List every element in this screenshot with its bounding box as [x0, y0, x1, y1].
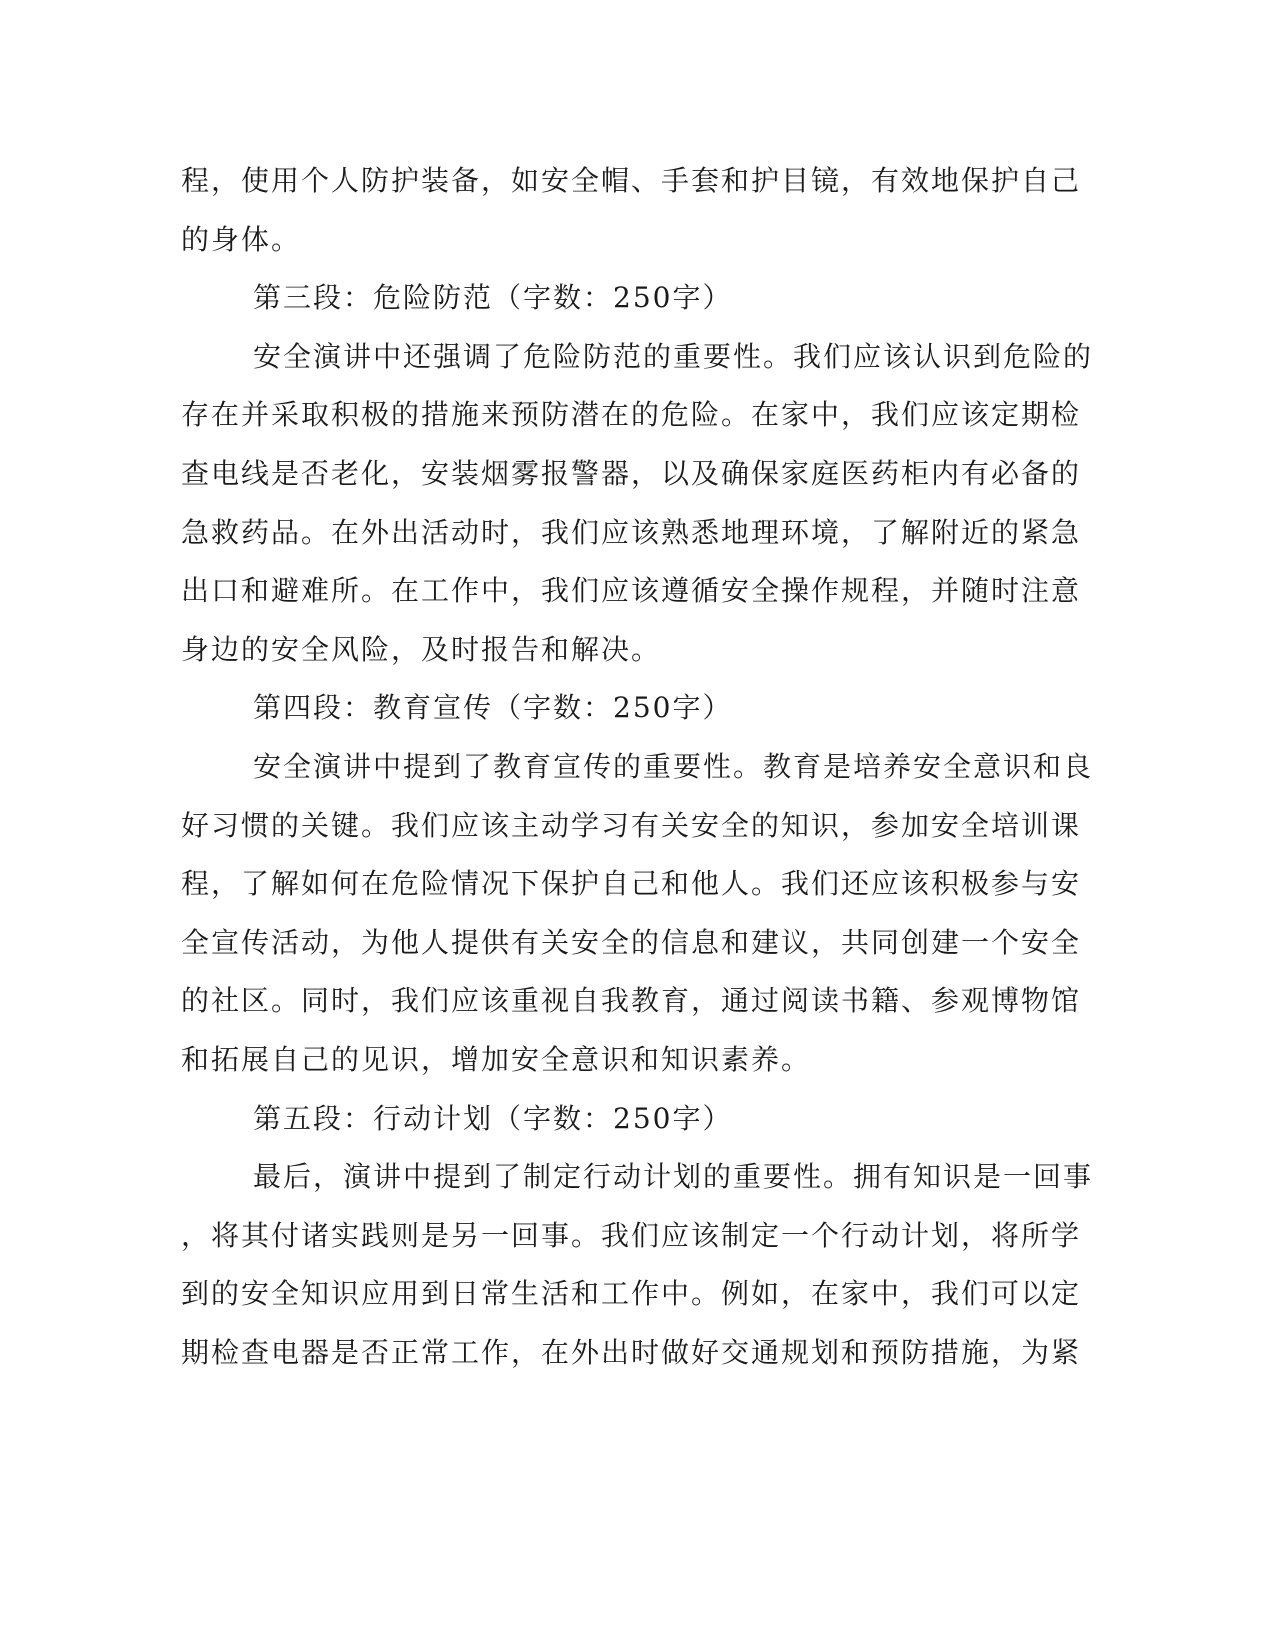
- section-heading-4: 第四段：教育宣传（字数：250字）: [253, 691, 733, 725]
- text-line: 到的安全知识应用到日常生活和工作中。例如，在家中，我们可以定: [181, 1277, 1082, 1311]
- text-line: 好习惯的关键。我们应该主动学习有关安全的知识，参加安全培训课: [181, 808, 1082, 842]
- text-line: 出口和避难所。在工作中，我们应该遵循安全操作规程，并随时注意: [181, 574, 1082, 608]
- text-line: 急救药品。在外出活动时，我们应该熟悉地理环境，了解附近的紧急: [181, 515, 1082, 549]
- text-line: 程，使用个人防护装备，如安全帽、手套和护目镜，有效地保护自己: [181, 164, 1082, 197]
- text-line: 查电线是否老化，安装烟雾报警器，以及确保家庭医药柜内有必备的: [181, 456, 1082, 490]
- document-body: [181, 152, 1094, 1382]
- text-line: 的社区。同时，我们应该重视自我教育，通过阅读书籍、参观博物馆: [181, 984, 1082, 1018]
- text-line: 安全演讲中还强调了危险防范的重要性。我们应该认识到危险的: [253, 339, 1094, 373]
- text-line: 程，了解如何在危险情况下保护自己和他人。我们还应该积极参与安: [181, 867, 1082, 901]
- section-heading-3: 第三段：危险防范（字数：250字）: [253, 281, 733, 315]
- text-line: 全宣传活动，为他人提供有关安全的信息和建议，共同创建一个安全: [181, 925, 1082, 959]
- text-line: 最后，演讲中提到了制定行动计划的重要性。拥有知识是一回事: [253, 1160, 1094, 1194]
- text-line: 期检查电器是否正常工作，在外出时做好交通规划和预防措施，为紧: [181, 1335, 1082, 1369]
- text-line: 存在并采取积极的措施来预防潜在的危险。在家中，我们应该定期检: [181, 398, 1082, 432]
- text-line: ，将其付诸实践则是另一回事。我们应该制定一个行动计划，将所学: [181, 1218, 1082, 1252]
- text-line: 和拓展自己的见识，增加安全意识和知识素养。: [181, 1042, 812, 1076]
- text-line: 的身体。: [181, 222, 302, 256]
- text-line: 身边的安全风险，及时报告和解决。: [181, 632, 662, 666]
- section-heading-5: 第五段：行动计划（字数：250字）: [253, 1101, 733, 1135]
- text-line: 安全演讲中提到了教育宣传的重要性。教育是培养安全意识和良: [253, 749, 1094, 783]
